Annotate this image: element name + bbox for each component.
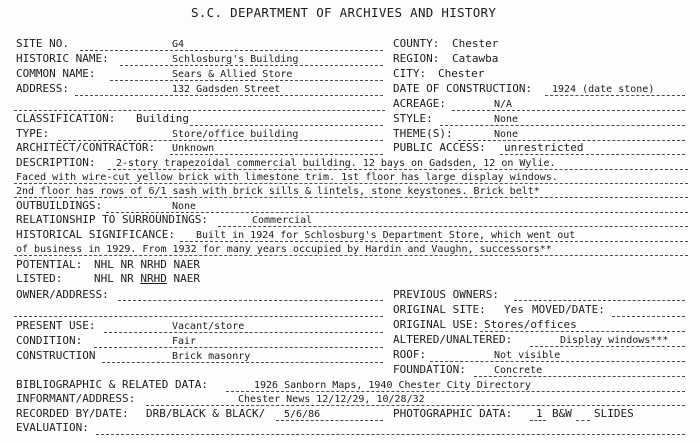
photographic-bw-rule — [576, 420, 590, 421]
evaluation-rule — [96, 434, 685, 435]
original-use-label: ORIGINAL USE: — [393, 318, 480, 331]
listed-marked: NRHD — [140, 272, 167, 285]
style-rule — [440, 125, 685, 126]
common-name-value: Sears & Allied Store — [172, 69, 293, 80]
historic-name-label: HISTORIC NAME: — [16, 52, 109, 65]
evaluation-label: EVALUATION: — [16, 421, 89, 434]
date-of-construction-value: 1924 (date stone) — [552, 84, 655, 95]
relationship-value: Commercial — [252, 215, 313, 226]
outbuildings-label: OUTBUILDINGS: — [16, 199, 103, 212]
type-label: TYPE: — [16, 127, 50, 140]
relationship-label: RELATIONSHIP TO SURROUNDINGS: — [16, 213, 209, 226]
construction-label: CONSTRUCTION — [16, 349, 96, 362]
original-use-rule — [480, 331, 685, 332]
region-value: Catawba — [452, 52, 499, 65]
classification-top-rule — [14, 110, 385, 111]
previous-owners-rule — [514, 300, 685, 301]
architect-label: ARCHITECT/CONTRACTOR: — [16, 141, 156, 154]
public-access-rule — [500, 154, 685, 155]
historical-significance-rule-2 — [14, 255, 688, 256]
common-name-label: COMMON NAME: — [16, 67, 96, 80]
acreage-label: ACREAGE: — [393, 97, 446, 110]
classification-value: Building — [136, 112, 189, 125]
site-no-rule — [80, 50, 383, 51]
style-label: STYLE: — [393, 112, 433, 125]
county-value: Chester — [452, 37, 499, 50]
original-site-value: Yes — [504, 303, 524, 316]
description-rule-1 — [108, 169, 688, 170]
roof-value: Not visible — [494, 350, 561, 361]
themes-label: THEME(S): — [393, 127, 453, 140]
owner-address-label: OWNER/ADDRESS: — [16, 288, 109, 301]
historic-name-rule — [120, 65, 383, 66]
relationship-rule — [218, 226, 688, 227]
historical-significance-label: HISTORICAL SIGNIFICANCE: — [16, 228, 175, 241]
photographic-label: PHOTOGRAPHIC DATA: — [393, 407, 513, 420]
recorded-date-rule — [276, 420, 383, 421]
previous-owners-label: PREVIOUS OWNERS: — [393, 288, 499, 301]
informant-rule — [146, 405, 685, 406]
type-value: Store/office building — [172, 129, 299, 140]
roof-label: ROOF: — [393, 348, 427, 361]
listed-post: NAER — [166, 272, 200, 285]
construction-rule — [102, 362, 383, 363]
moved-date-label: MOVED/DATE: — [532, 303, 605, 316]
owner-address-rule-2 — [14, 316, 383, 317]
present-use-value: Vacant/store — [172, 321, 245, 332]
outbuildings-value: None — [172, 201, 197, 212]
photographic-slides: SLIDES — [594, 407, 634, 420]
city-value: Chester — [438, 67, 485, 80]
address-rule — [75, 95, 383, 96]
photographic-count-rule — [530, 420, 546, 421]
recorded-by-label: RECORDED BY/DATE: — [16, 407, 129, 420]
roof-rule — [430, 361, 685, 362]
public-access-value: unrestricted — [504, 141, 584, 154]
bibliographic-value: 1926 Sanborn Maps, 1940 Chester City Directory — [254, 380, 531, 391]
city-label: CITY: — [393, 67, 427, 80]
condition-label: CONDITION: — [16, 334, 83, 347]
historical-significance-line-1: Built in 1924 for Schlosburg's Department Store, which went out — [196, 230, 576, 241]
historic-name-value: Schlosburg's Building — [172, 54, 299, 65]
address-value: 132 Gadsden Street — [172, 84, 281, 95]
listed-label: LISTED: — [16, 272, 63, 285]
historical-significance-rule-1 — [180, 241, 688, 242]
recorded-date-value: 5/6/86 — [284, 409, 321, 420]
description-line-3: 2nd floor has rows of 6/1 sash with brick sills & lintels, stone keystones. Brick belt* — [16, 186, 540, 197]
present-use-rule — [104, 332, 383, 333]
region-label: REGION: — [393, 52, 440, 65]
foundation-value: Concrete — [494, 365, 543, 376]
original-use-value: Stores/offices — [484, 318, 577, 331]
classification-rule — [190, 125, 383, 126]
recorded-by-value: DRB/BLACK & BLACK/ — [146, 407, 266, 420]
altered-label: ALTERED/UNALTERED: — [393, 333, 513, 346]
present-use-label: PRESENT USE: — [16, 319, 96, 332]
site-no-value: G4 — [172, 39, 185, 50]
site-no-label: SITE NO. — [16, 37, 69, 50]
informant-label: INFORMANT/ADDRESS: — [16, 392, 136, 405]
potential-label: POTENTIAL: — [16, 258, 83, 271]
listed-value — [94, 273, 200, 285]
foundation-rule — [474, 376, 685, 377]
description-rule-3 — [14, 197, 688, 198]
original-site-label: ORIGINAL SITE: — [393, 303, 486, 316]
photographic-count: 1 — [536, 407, 543, 420]
bibliographic-rule — [226, 391, 685, 392]
acreage-rule — [452, 110, 685, 111]
description-label: DESCRIPTION: — [16, 156, 96, 169]
photographic-bw: B&W — [552, 407, 572, 420]
construction-value: Brick masonry — [172, 351, 251, 362]
moved-date-rule — [612, 316, 685, 317]
informant-value: Chester News 12/12/29, 10/28/32 — [238, 394, 425, 405]
description-line-2: Faced with wire-cut yellow brick with limestone trim. 1st floor has large display windows. — [16, 172, 558, 183]
altered-rule — [530, 346, 685, 347]
altered-value: Display windows*** — [560, 335, 669, 346]
acreage-value: N/A — [494, 99, 513, 110]
county-label: COUNTY: — [393, 37, 440, 50]
form-header: S.C. DEPARTMENT OF ARCHIVES AND HISTORY — [191, 5, 497, 20]
public-access-label: PUBLIC ACCESS: — [393, 141, 486, 154]
architect-value: Unknown — [172, 143, 215, 154]
listed-pre: NHL NR — [94, 272, 141, 285]
owner-address-rule — [118, 300, 383, 301]
address-label: ADDRESS: — [16, 82, 69, 95]
architect-rule — [170, 154, 383, 155]
historical-significance-line-2: of business in 1929. From 1932 for many years occupied by Hardin and Vaughn, successors** — [16, 244, 552, 255]
potential-value: NHL NR NRHD NAER — [94, 258, 200, 271]
bibliographic-label: BIBLIOGRAPHIC & RELATED DATA: — [16, 378, 209, 391]
condition-rule — [94, 347, 383, 348]
condition-value: Fair — [172, 336, 197, 347]
common-name-rule — [110, 80, 383, 81]
description-line-1: 2-story trapezoidal commercial building. 12 bays on Gadsden, 12 on Wylie. — [116, 158, 556, 169]
date-of-construction-label: DATE OF CONSTRUCTION: — [393, 82, 533, 95]
description-rule-2 — [14, 183, 688, 184]
classification-label: CLASSIFICATION: — [16, 112, 116, 125]
foundation-label: FOUNDATION: — [393, 363, 466, 376]
date-of-construction-rule — [545, 95, 685, 96]
themes-value: None — [494, 129, 519, 140]
style-value: None — [494, 114, 519, 125]
